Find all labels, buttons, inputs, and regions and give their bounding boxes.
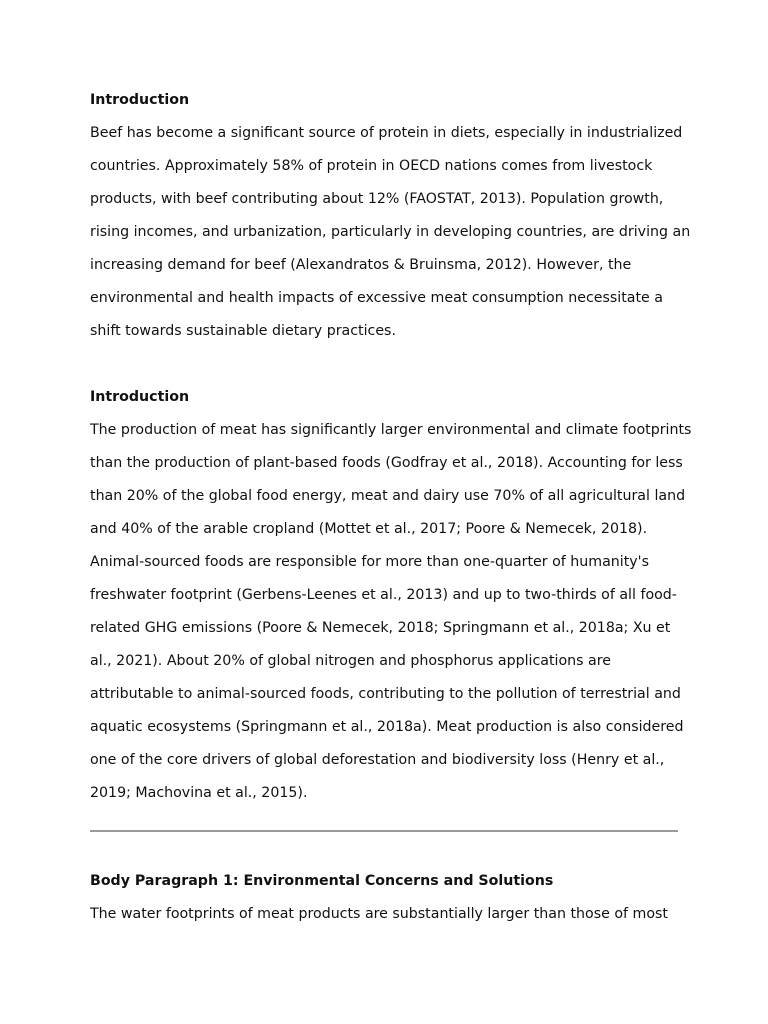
paragraph-line: The water footprints of meat products are substantially larger than those of most — [90, 906, 668, 922]
paragraph — [90, 898, 678, 931]
paragraph-line: one of the core drivers of global deforestation and biodiversity loss (Henry et al., — [90, 752, 665, 768]
paragraph-line: aquatic ecosystems (Springmann et al., 2018a). Meat production is also considered — [90, 719, 684, 735]
horizontal-divider — [90, 830, 678, 832]
paragraph-line: 2019; Machovina et al., 2015). — [90, 785, 308, 801]
section-introduction-1 — [90, 84, 691, 348]
paragraph-line: attributable to animal-sourced foods, contributing to the pollution of terrestrial and — [90, 686, 681, 702]
section-heading: Body Paragraph 1: Environmental Concerns and Solutions — [90, 873, 554, 889]
document-page — [90, 84, 692, 931]
section-introduction-2 — [90, 381, 692, 810]
section-heading: Introduction — [90, 92, 190, 108]
paragraph-line: The production of meat has significantly larger environmental and climate footprints — [90, 422, 692, 438]
section-heading: Introduction — [90, 389, 190, 405]
paragraph-line: Animal-sourced foods are responsible for more than one-quarter of humanity's — [90, 554, 649, 570]
paragraph-line: Beef has become a significant source of protein in diets, especially in industrialized — [90, 125, 683, 141]
paragraph-line: and 40% of the arable cropland (Mottet et al., 2017; Poore & Nemecek, 2018). — [90, 521, 648, 537]
paragraph-line: products, with beef contributing about 12% (FAOSTAT, 2013). Population growth, — [90, 191, 664, 207]
paragraph-line: than 20% of the global food energy, meat and dairy use 70% of all agricultural land — [90, 488, 686, 504]
paragraph-line: countries. Approximately 58% of protein in OECD nations comes from livestock — [90, 158, 653, 174]
paragraph-line: increasing demand for beef (Alexandratos & Bruinsma, 2012). However, the — [90, 257, 632, 273]
paragraph-line: al., 2021). About 20% of global nitrogen and phosphorus applications are — [90, 653, 612, 669]
paragraph-line: environmental and health impacts of excessive meat consumption necessitate a — [90, 290, 663, 306]
paragraph-line: than the production of plant-based foods (Godfray et al., 2018). Accounting for less — [90, 455, 683, 471]
section-body-paragraph-1 — [90, 865, 678, 931]
paragraph-line: freshwater footprint (Gerbens-Leenes et al., 2013) and up to two-thirds of all food- — [90, 587, 677, 603]
spacer — [90, 348, 678, 381]
paragraph-line: related GHG emissions (Poore & Nemecek, 2018; Springmann et al., 2018a; Xu et — [90, 620, 671, 636]
paragraph-line: shift towards sustainable dietary practices. — [90, 323, 396, 339]
paragraph — [90, 117, 691, 348]
paragraph-line: rising incomes, and urbanization, particularly in developing countries, are driving an — [90, 224, 691, 240]
paragraph — [90, 414, 692, 810]
